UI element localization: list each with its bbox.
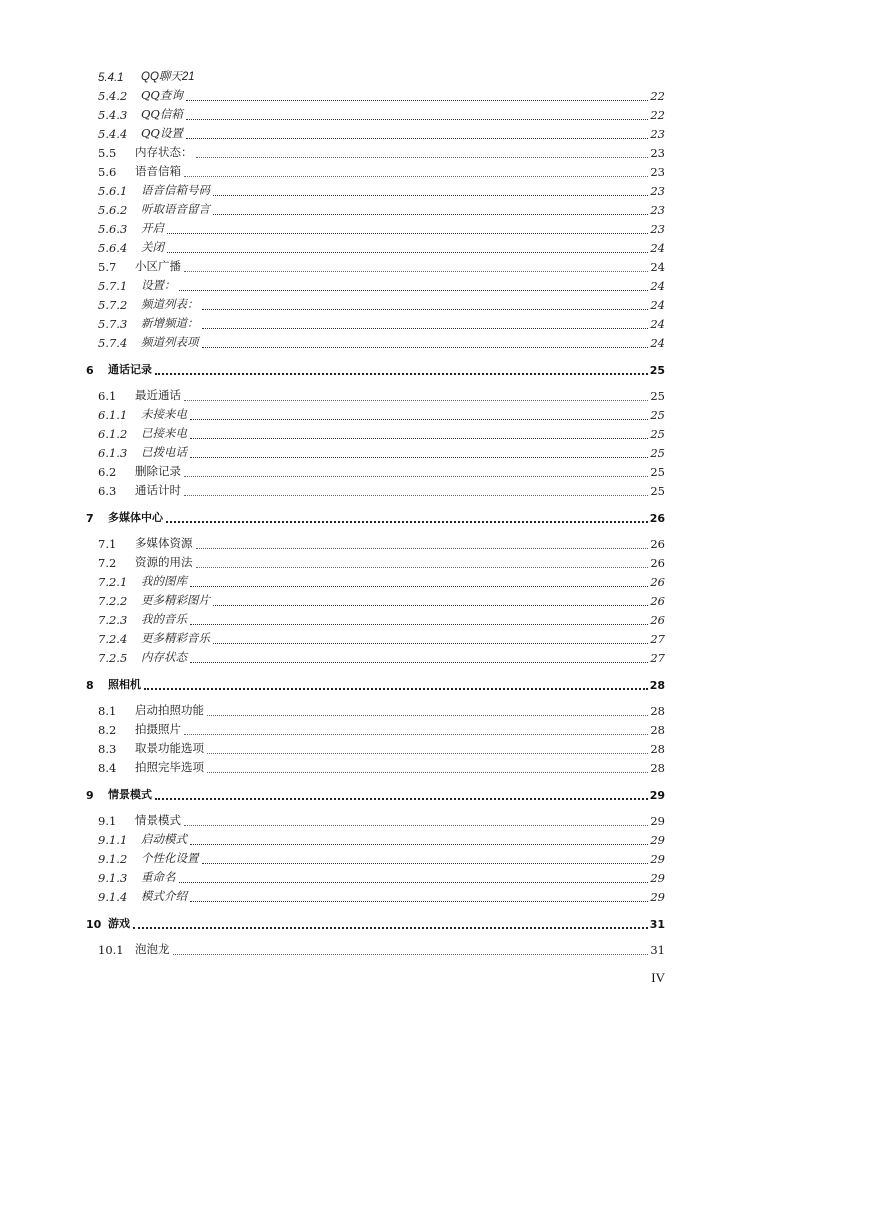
toc-entry-leader [186, 137, 648, 139]
toc-entry-page: 24 [650, 241, 665, 255]
toc-entry-title: 更多精彩图片 [141, 593, 210, 607]
toc-entry-leader [207, 752, 648, 754]
toc-entry-page: 23 [650, 146, 665, 160]
toc-entry-title: QQ聊天21 [141, 71, 195, 83]
toc-entry-leader [207, 714, 648, 716]
toc-entry-page: 28 [650, 742, 665, 756]
toc-entry-page: 23 [650, 165, 665, 179]
toc-entry-leader [184, 824, 648, 826]
toc-entry-page: 26 [650, 537, 665, 551]
toc-entry-page: 25 [650, 484, 665, 498]
toc-entry-page: 24 [650, 336, 665, 350]
toc-entry-page: 26 [650, 613, 665, 627]
toc-entry-number: 6.1.1 [98, 408, 128, 422]
toc-entry[interactable] [0, 721, 869, 739]
toc-entry[interactable] [0, 630, 869, 648]
toc-entry-leader [166, 520, 648, 523]
toc-entry-page: 25 [649, 364, 665, 377]
toc-entry[interactable] [0, 220, 869, 238]
toc-entry[interactable] [0, 125, 869, 143]
toc-entry-leader [190, 585, 648, 587]
toc-entry-leader [184, 494, 648, 496]
toc-entry-number: 9.1.1 [98, 833, 128, 847]
toc-entry-title: 未接来电 [141, 407, 187, 421]
toc-entry-number: 7.2.5 [98, 651, 128, 665]
toc-entry-page: 29 [650, 814, 665, 828]
toc-entry-title: 频道列表： [141, 297, 199, 311]
toc-entry-title: 通话记录 [108, 363, 152, 376]
toc-entry[interactable] [0, 296, 869, 314]
toc-entry-title: 启动模式 [141, 832, 187, 846]
toc-entry-page: 26 [650, 594, 665, 608]
toc-entry-number: 10 [86, 918, 102, 931]
toc-entry-title: 已接来电 [141, 426, 187, 440]
toc-entry-page: 25 [650, 427, 665, 441]
toc-entry-number: 8.2 [98, 723, 117, 737]
toc-entry-number: 5.6 [98, 165, 117, 179]
toc-entry-title: 频道列表项 [141, 335, 199, 349]
toc-entry-leader [133, 926, 648, 929]
toc-entry[interactable] [0, 315, 869, 333]
toc-entry[interactable] [0, 239, 869, 257]
toc-entry-title: 游戏 [108, 917, 130, 930]
toc-entry-page: 29 [649, 789, 665, 802]
toc-entry-leader [155, 372, 648, 375]
toc-entry-title: 更多精彩音乐 [141, 631, 210, 645]
toc-entry-title: 我的音乐 [141, 612, 187, 626]
toc-entry-number: 6 [86, 364, 94, 377]
toc-entry[interactable] [0, 915, 869, 933]
toc-entry-title: 内存状态： [135, 145, 193, 159]
toc-entry[interactable] [0, 888, 869, 906]
toc-entry[interactable] [0, 554, 869, 572]
toc-entry-page: 24 [650, 298, 665, 312]
toc-entry-title: QQ查询 [141, 88, 183, 102]
toc-entry-number: 7.2 [98, 556, 117, 570]
toc-entry[interactable] [0, 592, 869, 610]
toc-entry-page: 26 [650, 556, 665, 570]
toc-entry-number: 9 [86, 789, 94, 802]
toc-entry[interactable] [0, 144, 869, 162]
toc-entry-page: 23 [650, 222, 665, 236]
toc-entry-leader [144, 687, 648, 690]
toc-entry-title: 资源的用法 [135, 555, 193, 569]
toc-entry-number: 5.4.4 [98, 127, 128, 141]
toc-entry-leader [167, 251, 648, 253]
toc-entry-leader [213, 604, 648, 606]
toc-entry-page: 28 [650, 704, 665, 718]
toc-entry-leader [186, 118, 648, 120]
toc-entry-leader [213, 642, 648, 644]
toc-entry-page: 29 [650, 871, 665, 885]
toc-entry-number: 6.1.3 [98, 446, 128, 460]
toc-entry-number: 8.1 [98, 704, 117, 718]
toc-entry-number: 5.7.4 [98, 336, 128, 350]
toc-entry-number: 6.3 [98, 484, 117, 498]
toc-entry-number: 8.3 [98, 742, 117, 756]
toc-entry-title: 语音信箱 [135, 164, 181, 178]
toc-entry-number: 6.2 [98, 465, 117, 479]
toc-entry-number: 8 [86, 679, 94, 692]
toc-entry-leader [184, 175, 648, 177]
toc-entry-number: 5.6.3 [98, 222, 128, 236]
toc-entry-leader [179, 881, 648, 883]
toc-entry-number: 5.6.2 [98, 203, 128, 217]
toc-entry-leader [196, 156, 648, 158]
toc-entry-title: QQ设置 [141, 126, 183, 140]
toc-entry-leader [196, 547, 648, 549]
toc-entry-title: 拍摄照片 [135, 722, 181, 736]
toc-entry[interactable] [0, 334, 869, 352]
toc-entry-number: 5.6.1 [98, 184, 128, 198]
toc-entry-page: 25 [650, 389, 665, 403]
toc-entry-page: 24 [650, 260, 665, 274]
toc-entry-leader [202, 308, 648, 310]
toc-entry[interactable] [0, 941, 869, 959]
toc-entry-number: 7.2.4 [98, 632, 128, 646]
toc-entry-title: 我的图库 [141, 574, 187, 588]
toc-entry[interactable] [0, 444, 869, 462]
toc-entry-title: 已拨电话 [141, 445, 187, 459]
toc-entry-title: 泡泡龙 [135, 942, 170, 956]
toc-entry-number: 6.1 [98, 389, 117, 403]
toc-entry-title: 听取语音留言 [141, 202, 210, 216]
toc-entry-title: 多媒体资源 [135, 536, 193, 550]
toc-entry-leader [213, 194, 648, 196]
toc-entry-title: 拍照完毕选项 [135, 760, 204, 774]
toc-entry-title: 照相机 [108, 678, 141, 691]
toc-entry-page: 29 [650, 833, 665, 847]
toc-entry-title: 多媒体中心 [108, 511, 163, 524]
toc-entry[interactable] [0, 482, 869, 500]
toc-entry[interactable] [0, 406, 869, 424]
toc-entry-number: 7.2.1 [98, 575, 128, 589]
toc-entry-leader [202, 327, 648, 329]
toc-entry-title: 新增频道： [141, 316, 199, 330]
toc-entry-leader [190, 900, 648, 902]
toc-entry-title: 重命名 [141, 870, 176, 884]
toc-entry-leader [190, 843, 648, 845]
toc-entry-first[interactable] [0, 68, 869, 86]
toc-entry-page: 25 [650, 408, 665, 422]
toc-entry-title: QQ信箱 [141, 107, 183, 121]
toc-entry-leader [184, 270, 648, 272]
toc-entry-leader [173, 953, 648, 955]
toc-entry-leader [190, 418, 648, 420]
toc-entry[interactable] [0, 87, 869, 105]
toc-entry-page: 31 [649, 918, 665, 931]
toc-entry-title: 内存状态 [141, 650, 187, 664]
toc-entry-number: 9.1.4 [98, 890, 128, 904]
toc-entry-title: 个性化设置 [141, 851, 199, 865]
toc-entry[interactable] [0, 277, 869, 295]
toc-entry-page: 26 [649, 512, 665, 525]
toc-entry-page: 23 [650, 127, 665, 141]
toc-entry-page: 22 [650, 108, 665, 122]
toc-entry-number: 9.1.2 [98, 852, 128, 866]
toc-entry-number: 5.4.1 [98, 72, 124, 84]
toc-entry-title: 模式介绍 [141, 889, 187, 903]
toc-entry-page: 28 [650, 761, 665, 775]
toc-entry-leader [190, 661, 648, 663]
toc-entry-page: 25 [650, 465, 665, 479]
toc-entry[interactable] [0, 509, 869, 527]
toc-entry-title: 语音信箱号码 [141, 183, 210, 197]
toc-entry-number: 5.7 [98, 260, 117, 274]
toc-entry[interactable] [0, 387, 869, 405]
toc-entry-title: 取景功能选项 [135, 741, 204, 755]
toc-entry[interactable] [0, 182, 869, 200]
toc-entry-number: 5.7.2 [98, 298, 128, 312]
toc-entry-leader [190, 456, 648, 458]
toc-entry-title: 通话计时 [135, 483, 181, 497]
toc-entry-title: 设置： [141, 278, 176, 292]
toc-entry-leader [184, 475, 648, 477]
toc-entry[interactable] [0, 573, 869, 591]
toc-entry-leader [213, 213, 648, 215]
footer-page-number: IV [651, 970, 665, 985]
toc-entry[interactable] [0, 106, 869, 124]
toc-entry-leader [186, 99, 648, 101]
toc-entry[interactable] [0, 850, 869, 868]
toc-entry-number: 5.7.3 [98, 317, 128, 331]
toc-entry-number: 10.1 [98, 943, 124, 957]
toc-entry-leader [190, 437, 648, 439]
toc-entry[interactable] [0, 463, 869, 481]
toc-entry[interactable] [0, 163, 869, 181]
toc-entry[interactable] [0, 201, 869, 219]
toc-entry-page: 29 [650, 852, 665, 866]
toc-entry-page: 23 [650, 184, 665, 198]
toc-entry-page: 28 [650, 723, 665, 737]
toc-entry-number: 7.2.3 [98, 613, 128, 627]
toc-entry-number: 5.6.4 [98, 241, 128, 255]
toc-entry-number: 7.1 [98, 537, 117, 551]
toc-entry-number: 9.1.3 [98, 871, 128, 885]
toc-entry-leader [184, 399, 648, 401]
toc-entry[interactable] [0, 425, 869, 443]
toc-entry-title: 最近通话 [135, 388, 181, 402]
toc-entry[interactable] [0, 676, 869, 694]
toc-entry-number: 6.1.2 [98, 427, 128, 441]
toc-entry-leader [196, 566, 648, 568]
toc-entry-title: 删除记录 [135, 464, 181, 478]
toc-entry-page: 22 [650, 89, 665, 103]
toc-entry-leader [184, 733, 648, 735]
toc-entry-number: 5.4.3 [98, 108, 128, 122]
toc-entry-page: 31 [650, 943, 665, 957]
toc-entry-title: 开启 [141, 221, 164, 235]
toc-entry-title: 启动拍照功能 [135, 703, 204, 717]
toc-entry[interactable] [0, 740, 869, 758]
toc-entry-leader [167, 232, 648, 234]
toc-entry[interactable] [0, 361, 869, 379]
toc-entry-leader [202, 346, 648, 348]
toc-entry[interactable] [0, 786, 869, 804]
toc-entry[interactable] [0, 649, 869, 667]
toc-entry-title: 小区广播 [135, 259, 181, 273]
toc-entry-title: 情景模式 [108, 788, 152, 801]
toc-entry[interactable] [0, 869, 869, 887]
toc-entry-number: 8.4 [98, 761, 117, 775]
toc-entry-page: 23 [650, 203, 665, 217]
toc-entry[interactable] [0, 812, 869, 830]
toc-entry[interactable] [0, 831, 869, 849]
toc-entry-number: 9.1 [98, 814, 117, 828]
toc-entry[interactable] [0, 611, 869, 629]
toc-entry-number: 5.4.2 [98, 89, 128, 103]
toc-entry-leader [207, 771, 648, 773]
toc-entry-leader [155, 797, 648, 800]
toc-entry-page: 24 [650, 317, 665, 331]
toc-entry-leader [190, 623, 648, 625]
toc-entry-title: 情景模式 [135, 813, 181, 827]
toc-entry-number: 5.7.1 [98, 279, 128, 293]
toc-entry[interactable] [0, 258, 869, 276]
toc-entry-leader [179, 289, 648, 291]
toc-entry[interactable] [0, 702, 869, 720]
toc-entry-title: 关闭 [141, 240, 164, 254]
toc-entry-page: 24 [650, 279, 665, 293]
toc-entry[interactable] [0, 535, 869, 553]
toc-entry-page: 25 [650, 446, 665, 460]
toc-entry-page: 27 [650, 632, 665, 646]
toc-entry-page: 28 [649, 679, 665, 692]
toc-entry-number: 7 [86, 512, 94, 525]
toc-entry-number: 5.5 [98, 146, 117, 160]
toc-entry[interactable] [0, 759, 869, 777]
toc-entry-page: 27 [650, 651, 665, 665]
toc-entry-leader [202, 862, 648, 864]
toc-entry-number: 7.2.2 [98, 594, 128, 608]
toc-entry-page: 26 [650, 575, 665, 589]
toc-entry-page: 29 [650, 890, 665, 904]
